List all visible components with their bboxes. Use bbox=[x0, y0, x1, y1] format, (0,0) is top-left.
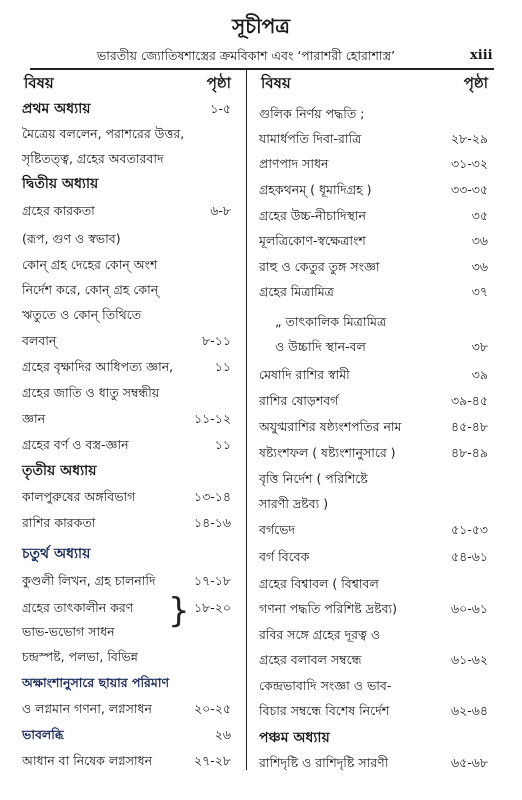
entry-text: বিচার সম্বন্ধে বিশেষ নির্দেশ bbox=[259, 703, 390, 718]
entry-text: প্রথম অধ্যায় bbox=[22, 101, 91, 117]
entry-text: গ্রহের বৃক্ষাদির আধিপত্য জ্ঞান, bbox=[22, 359, 174, 374]
column-divider bbox=[246, 70, 247, 770]
entry-text: গ্রহের জাতি ও ধাতু সম্বন্ধীয় bbox=[22, 385, 160, 400]
entry-text: তৃতীয় অধ্যায় bbox=[22, 463, 97, 479]
entry-page: ৬৫-৬৮ bbox=[451, 755, 488, 770]
entry-text: গ্রহকথনম্ ( ধূমাদিগ্রহ ) bbox=[259, 182, 372, 197]
brace-icon: } bbox=[168, 591, 190, 631]
entry-page: ৩৮ bbox=[471, 339, 488, 354]
entry-text: সারণী দ্রষ্টব্য ) bbox=[259, 496, 329, 511]
entry-text: যামার্ধপতি দিবা-রাত্রি bbox=[259, 131, 362, 146]
entry-page: ৪৮-৪৯ bbox=[451, 445, 488, 460]
entry-text: জ্ঞান bbox=[22, 411, 46, 426]
entry-page: ১১-১২ bbox=[194, 411, 231, 426]
entry-text: বৃত্তি নির্দেশ ( পরিশিষ্টে bbox=[259, 471, 368, 486]
entry-text: গ্রহের কারকতা bbox=[22, 203, 95, 218]
entry-page: ১৮-২০ bbox=[194, 600, 231, 615]
entry-text: গ্রহের বিশ্বাবল ( বিশ্বাবল bbox=[259, 576, 379, 591]
entry-page: ২৭-২৮ bbox=[193, 753, 231, 768]
entry-text: গণনা পদ্ধতি পরিশিষ্ট দ্রষ্টব্য) bbox=[259, 601, 398, 616]
entry-page: ৩৯ bbox=[471, 367, 488, 382]
entry-page: ৩৬ bbox=[471, 259, 488, 274]
entry-text: গুলিক নির্ণয় পদ্ধতি ; bbox=[259, 106, 365, 121]
entry-text: (রূপ, গুণ ও স্বভাব) bbox=[22, 231, 121, 246]
entry-text: কেন্দ্রভাবাদি সংজ্ঞা ও ভাব- bbox=[259, 678, 392, 693]
subject-heading: বিষয় bbox=[24, 74, 54, 92]
entry-page: ৬-৮ bbox=[210, 203, 231, 218]
entry-page: ৩১-৩২ bbox=[450, 156, 488, 171]
entry-text: অক্ষাংশানুসারে ছায়ার পরিমাণ bbox=[22, 675, 170, 690]
book-subtitle: ভারতীয় জ্যোতিষশাস্ত্রের ক্রমবিকাশ এবং ‘পারাশরী হোরাশাস্ত্র’ bbox=[96, 48, 396, 63]
entry-page: ১-৫ bbox=[210, 101, 231, 116]
entry-text: বর্গ বিবেক bbox=[259, 549, 310, 564]
subject-heading: বিষয় bbox=[261, 74, 291, 92]
entry-text: পঞ্চম অধ্যায় bbox=[259, 730, 330, 746]
entry-text: কুণ্ডলী লিখন, গ্রহ চালনাদি bbox=[22, 573, 156, 588]
page-heading: পৃষ্ঠা bbox=[463, 74, 488, 92]
entry-page: ৬২-৬৪ bbox=[450, 703, 488, 718]
entry-text: বর্গভেদ bbox=[259, 522, 296, 537]
entry-page: ৫৪-৬১ bbox=[451, 549, 488, 564]
entry-text: „ তাৎকালিক মিত্রামিত্র bbox=[275, 314, 387, 329]
entry-text: গ্রহের বলাবল সম্বন্ধে bbox=[259, 652, 362, 667]
entry-text: সৃষ্টিতত্ত্ব, গ্রহের অবতারবাদ bbox=[22, 151, 164, 166]
entry-text: প্রাণপাদ সাধন bbox=[259, 156, 329, 171]
entry-text: মৈত্রেয় বললেন, পরাশরের উত্তর, bbox=[22, 126, 185, 141]
entry-text: দ্বিতীয় অধ্যায় bbox=[22, 176, 99, 192]
entry-page: ১৪-১৬ bbox=[194, 515, 231, 530]
entry-text: ঋতুতে ও কোন্ তিথিতে bbox=[22, 307, 142, 322]
entry-text: ও উচ্চাদি স্থান-বল bbox=[275, 339, 366, 354]
entry-text: অযুগ্মরাশির ষষ্ঠ্যংশপতির নাম bbox=[259, 419, 402, 434]
page-number: xiii bbox=[470, 48, 493, 63]
entry-text: রাশির ষোড়শবর্গ bbox=[259, 393, 339, 408]
entry-text: ভাভ-ভভোগ সাধন bbox=[22, 624, 115, 639]
entry-page: ১১ bbox=[214, 437, 231, 452]
entry-text: ও লগ্নমান গণনা, লগ্নসাধন bbox=[22, 701, 152, 716]
entry-page: ২০-২৫ bbox=[193, 701, 231, 716]
entry-text: চন্দ্রস্পষ্ট, পলভা, বিভিন্ন bbox=[22, 649, 138, 664]
entry-page: ২৬ bbox=[214, 727, 231, 742]
page-heading: পৃষ্ঠা bbox=[206, 74, 231, 92]
entry-page: ৪৫-৪৮ bbox=[451, 419, 488, 434]
entry-text: নির্দেশ করে, কোন্ গ্রহ কোন্ bbox=[22, 282, 159, 297]
entry-page: ৬০-৬১ bbox=[450, 601, 488, 616]
entry-text: আধান বা নিষেক লগ্নসাধন bbox=[22, 753, 153, 768]
entry-page: ১৩-১৪ bbox=[194, 489, 231, 504]
entry-page: ৮-১১ bbox=[202, 333, 231, 348]
entry-text: রাশিদৃষ্টি ও রাশিদৃষ্টি সারণী bbox=[259, 755, 389, 770]
right-column bbox=[257, 70, 492, 790]
entry-page: ৩৫ bbox=[471, 208, 488, 223]
entry-page: ১৭-১৮ bbox=[194, 573, 231, 588]
entry-text: গ্রহের তাৎকালীন করণ bbox=[22, 600, 134, 615]
entry-text: বলবান্ bbox=[22, 333, 57, 348]
entry-text: রাহু ও কেতুর তুঙ্গ সংজ্ঞা bbox=[259, 259, 380, 274]
entry-text: ভাবলব্ধি bbox=[22, 727, 64, 742]
entry-page: ১১ bbox=[214, 359, 231, 374]
entry-text: কালপুরুষের অঙ্গবিভাগ bbox=[22, 489, 136, 504]
entry-page: ৬১-৬২ bbox=[450, 652, 488, 667]
entry-text: গ্রহের মিত্রামিত্র bbox=[259, 284, 334, 299]
entry-text: ষষ্ট্যংশফল ( ষষ্ট্যংশানুসারে ) bbox=[259, 445, 396, 460]
entry-text: রবির সঙ্গে গ্রহের দূরত্ব ও bbox=[259, 627, 381, 642]
entry-text: চতুর্থ অধ্যায় bbox=[22, 546, 91, 562]
entry-text: কোন্ গ্রহ দেহের কোন্ অংশ bbox=[22, 257, 158, 272]
entry-page: ৫১-৫৩ bbox=[451, 522, 488, 537]
entry-text: গ্রহের উচ্চ-নীচাদিস্থান bbox=[259, 208, 366, 223]
entry-page: ৩৭ bbox=[471, 284, 488, 299]
page-title: সূচীপত্র bbox=[232, 14, 290, 38]
left-column bbox=[20, 70, 235, 790]
entry-page: ৩৬ bbox=[471, 233, 488, 248]
entry-text: গ্রহের বর্ণ ও বস্ত্র-জ্ঞান bbox=[22, 437, 129, 452]
entry-page: ৩৯-৪৫ bbox=[451, 393, 488, 408]
entry-text: মেষাদি রাশির স্বামী bbox=[259, 367, 350, 382]
entry-page: ৩৩-৩৫ bbox=[450, 182, 488, 197]
entry-text: রাশির কারকতা bbox=[22, 515, 96, 530]
entry-page: ২৮-২৯ bbox=[451, 131, 488, 146]
entry-text: মূলত্রিকোণ-স্বক্ষেত্রাংশ bbox=[259, 233, 366, 248]
